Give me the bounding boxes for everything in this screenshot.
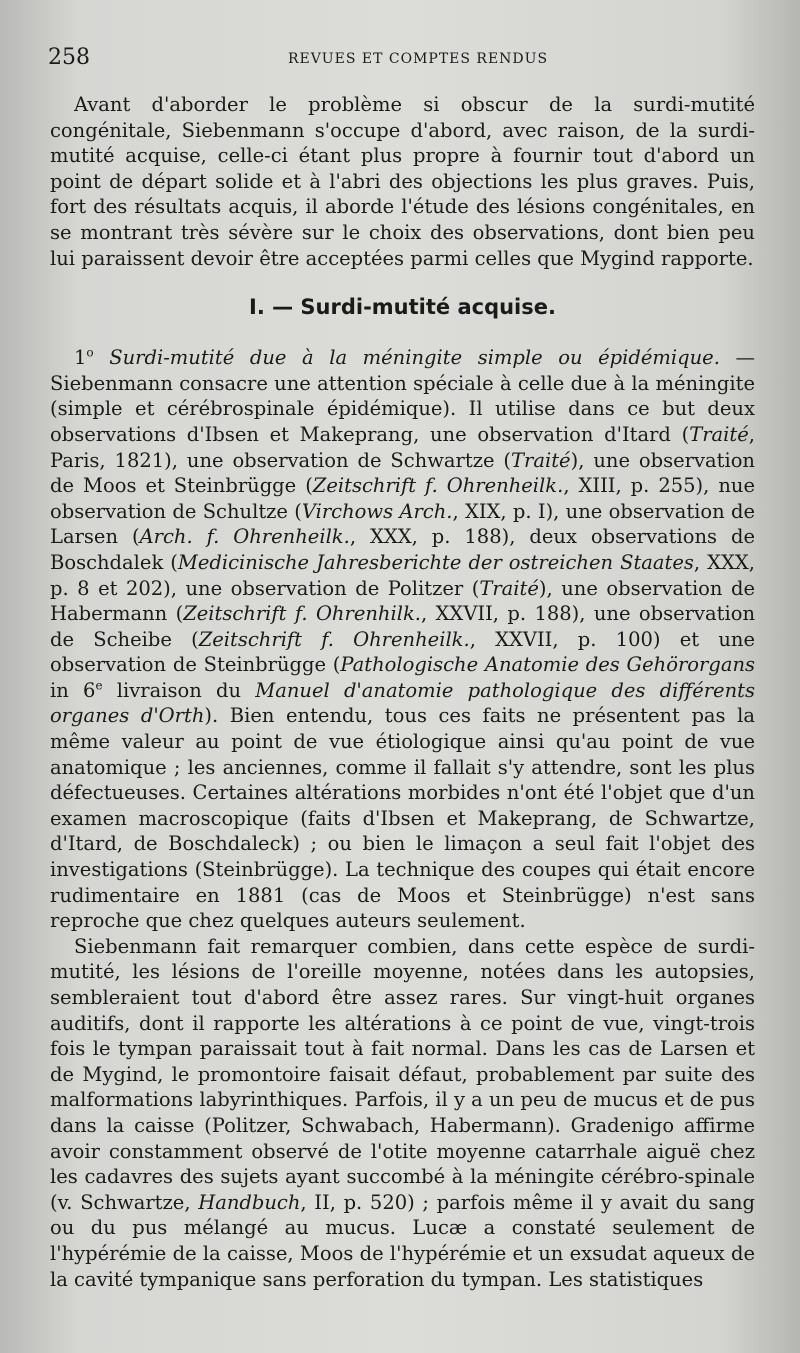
text-run: , Paris, 1821), une observation de Schwartze ( [50,422,755,472]
citation-title: Traité [689,422,749,446]
citation-title: Traité [479,576,539,600]
text-run: in 6 [50,678,96,702]
citation-title: Medicinische Jahresberichte der ostreichen Staates [177,550,694,574]
citation-title: Arch. f. Ohrenheilk. [139,525,350,549]
text-run: ), une observation de Moos et Steinbrügge ( [50,448,755,498]
text-run: , XXVII, p. 188), une observation de Scheibe ( [50,602,755,651]
subsection-number: 1 [74,346,87,370]
section-heading: I. — Surdi-mutité acquise. [249,295,556,320]
running-head: REVUES ET COMPTES RENDUS [287,51,549,67]
paragraph-meningite [50,345,755,934]
subsection-title: Surdi-mutité due à la méningite simple ou épidémique. [109,346,720,370]
ordinal-superscript: o [86,345,94,360]
citation-title: Pathologische Anatomie des Gehörorgans [340,653,756,677]
text-run: ). Bien entendu, tous ces faits ne présentent pas la même valeur au point de vue étiologique ainsi qu'au point de vue anatomique ; les anciennes, comme il fallait s'y attendre, sont les plus défectueuses. Certaines altérations morbides n'ont été l'objet que d'un examen macroscopique (faits d'Ibsen et Makeprang, de Schwartze, d'Itard, de Boschdaleck) ; ou bien le limaçon a seul fait l'objet des investigations (Steinbrügge). La technique des coupes qui était encore rudimentaire en 1881 (cas de Moos et Steinbrügge) n'est sans reproche que chez quelques auteurs seulement. [50,704,755,933]
text-run: — Siebenmann consacre une attention spéciale à celle due à la méningite (simple et cérébrospinale épidémique). Il utilise dans ce but deux observations d'Ibsen et Makeprang, une observation d'Itard ( [50,346,755,446]
text-run: livraison du [102,678,256,702]
citation-title: Handbuch [198,1190,301,1214]
text-run: ), une observation de Habermann ( [50,576,755,626]
citation-title: Manuel d'anatomie pathologique des différents organes d'Orth [50,678,755,728]
text-run: , II, p. 520) ; parfois même il y avait du sang ou du pus mélangé au mucus. Lucæ a constaté seulement de l'hypérémie de la caisse, Moos de l'hypérémie et un exsudat aqueux de la cavité tympanique sans perforation du tympan. Les statistiques [50,1190,755,1291]
citation-title: Zeitschrift f. Ohrenhilk. [183,602,421,626]
page-number: 258 [48,45,90,70]
paragraph-lesions [50,934,755,1292]
text-run: , XXX, p. 188), deux observations de Boschdalek ( [50,525,755,574]
citation-title: Zeitschrift f. Ohrenheilk. [198,627,470,651]
text-run: , XXX, p. 8 et 202), une observation de Politzer ( [50,550,755,600]
text-run: , XXVII, p. 100) et une observation de Steinbrügge ( [50,627,756,677]
citation-title: Zeitschrift f. Ohrenheilk. [312,474,564,498]
page-header [48,44,768,74]
text-run: , XIII, p. 255), nue observation de Schultze ( [50,474,756,523]
body-text [50,92,755,1292]
citation-title: Virchows Arch. [301,499,453,523]
paragraph-intro: Avant d'aborder le problème si obscur de la surdi-mutité congénitale, Siebenmann s'occupe d'abord, avec raison, de la surdi-mutité acquise, celle-ci étant plus propre à fournir tout d'abord un point de départ solide et à l'abri des objections les plus graves. Puis, fort des résultats acquis, il aborde l'étude des lésions congénitales, en se montrant très sévère sur le choix des observations, dont bien peu lui paraissent devoir être acceptées parmi celles que Mygind rapporte. [50,93,755,270]
text-run: Siebenmann fait remarquer combien, dans cette espèce de surdi-mutité, les lésions de l'oreille moyenne, notées dans les autopsies, sembleraient tout d'abord être assez rares. Sur vingt-huit organes auditifs, dont il rapporte les altérations à ce point de vue, vingt-trois fois le tympan paraissait tout à fait normal. Dans les cas de Larsen et de Mygind, le promontoire faisait défaut, probablement par suite des malformations labyrinthiques. Parfois, il y a un peu de mucus et de pus dans la caisse (Politzer, Schwabach, Habermann). Gradenigo affirme avoir constamment observé de l'otite moyenne catarrhale aiguë chez les cadavres des sujets ayant succombé à la méningite cérébro-spinale (v. Schwartze, [50,934,755,1214]
text-run: , XIX, p. I), une observation de Larsen ( [50,499,756,549]
ordinal-superscript: e [95,678,103,693]
citation-title: Traité [511,448,571,472]
